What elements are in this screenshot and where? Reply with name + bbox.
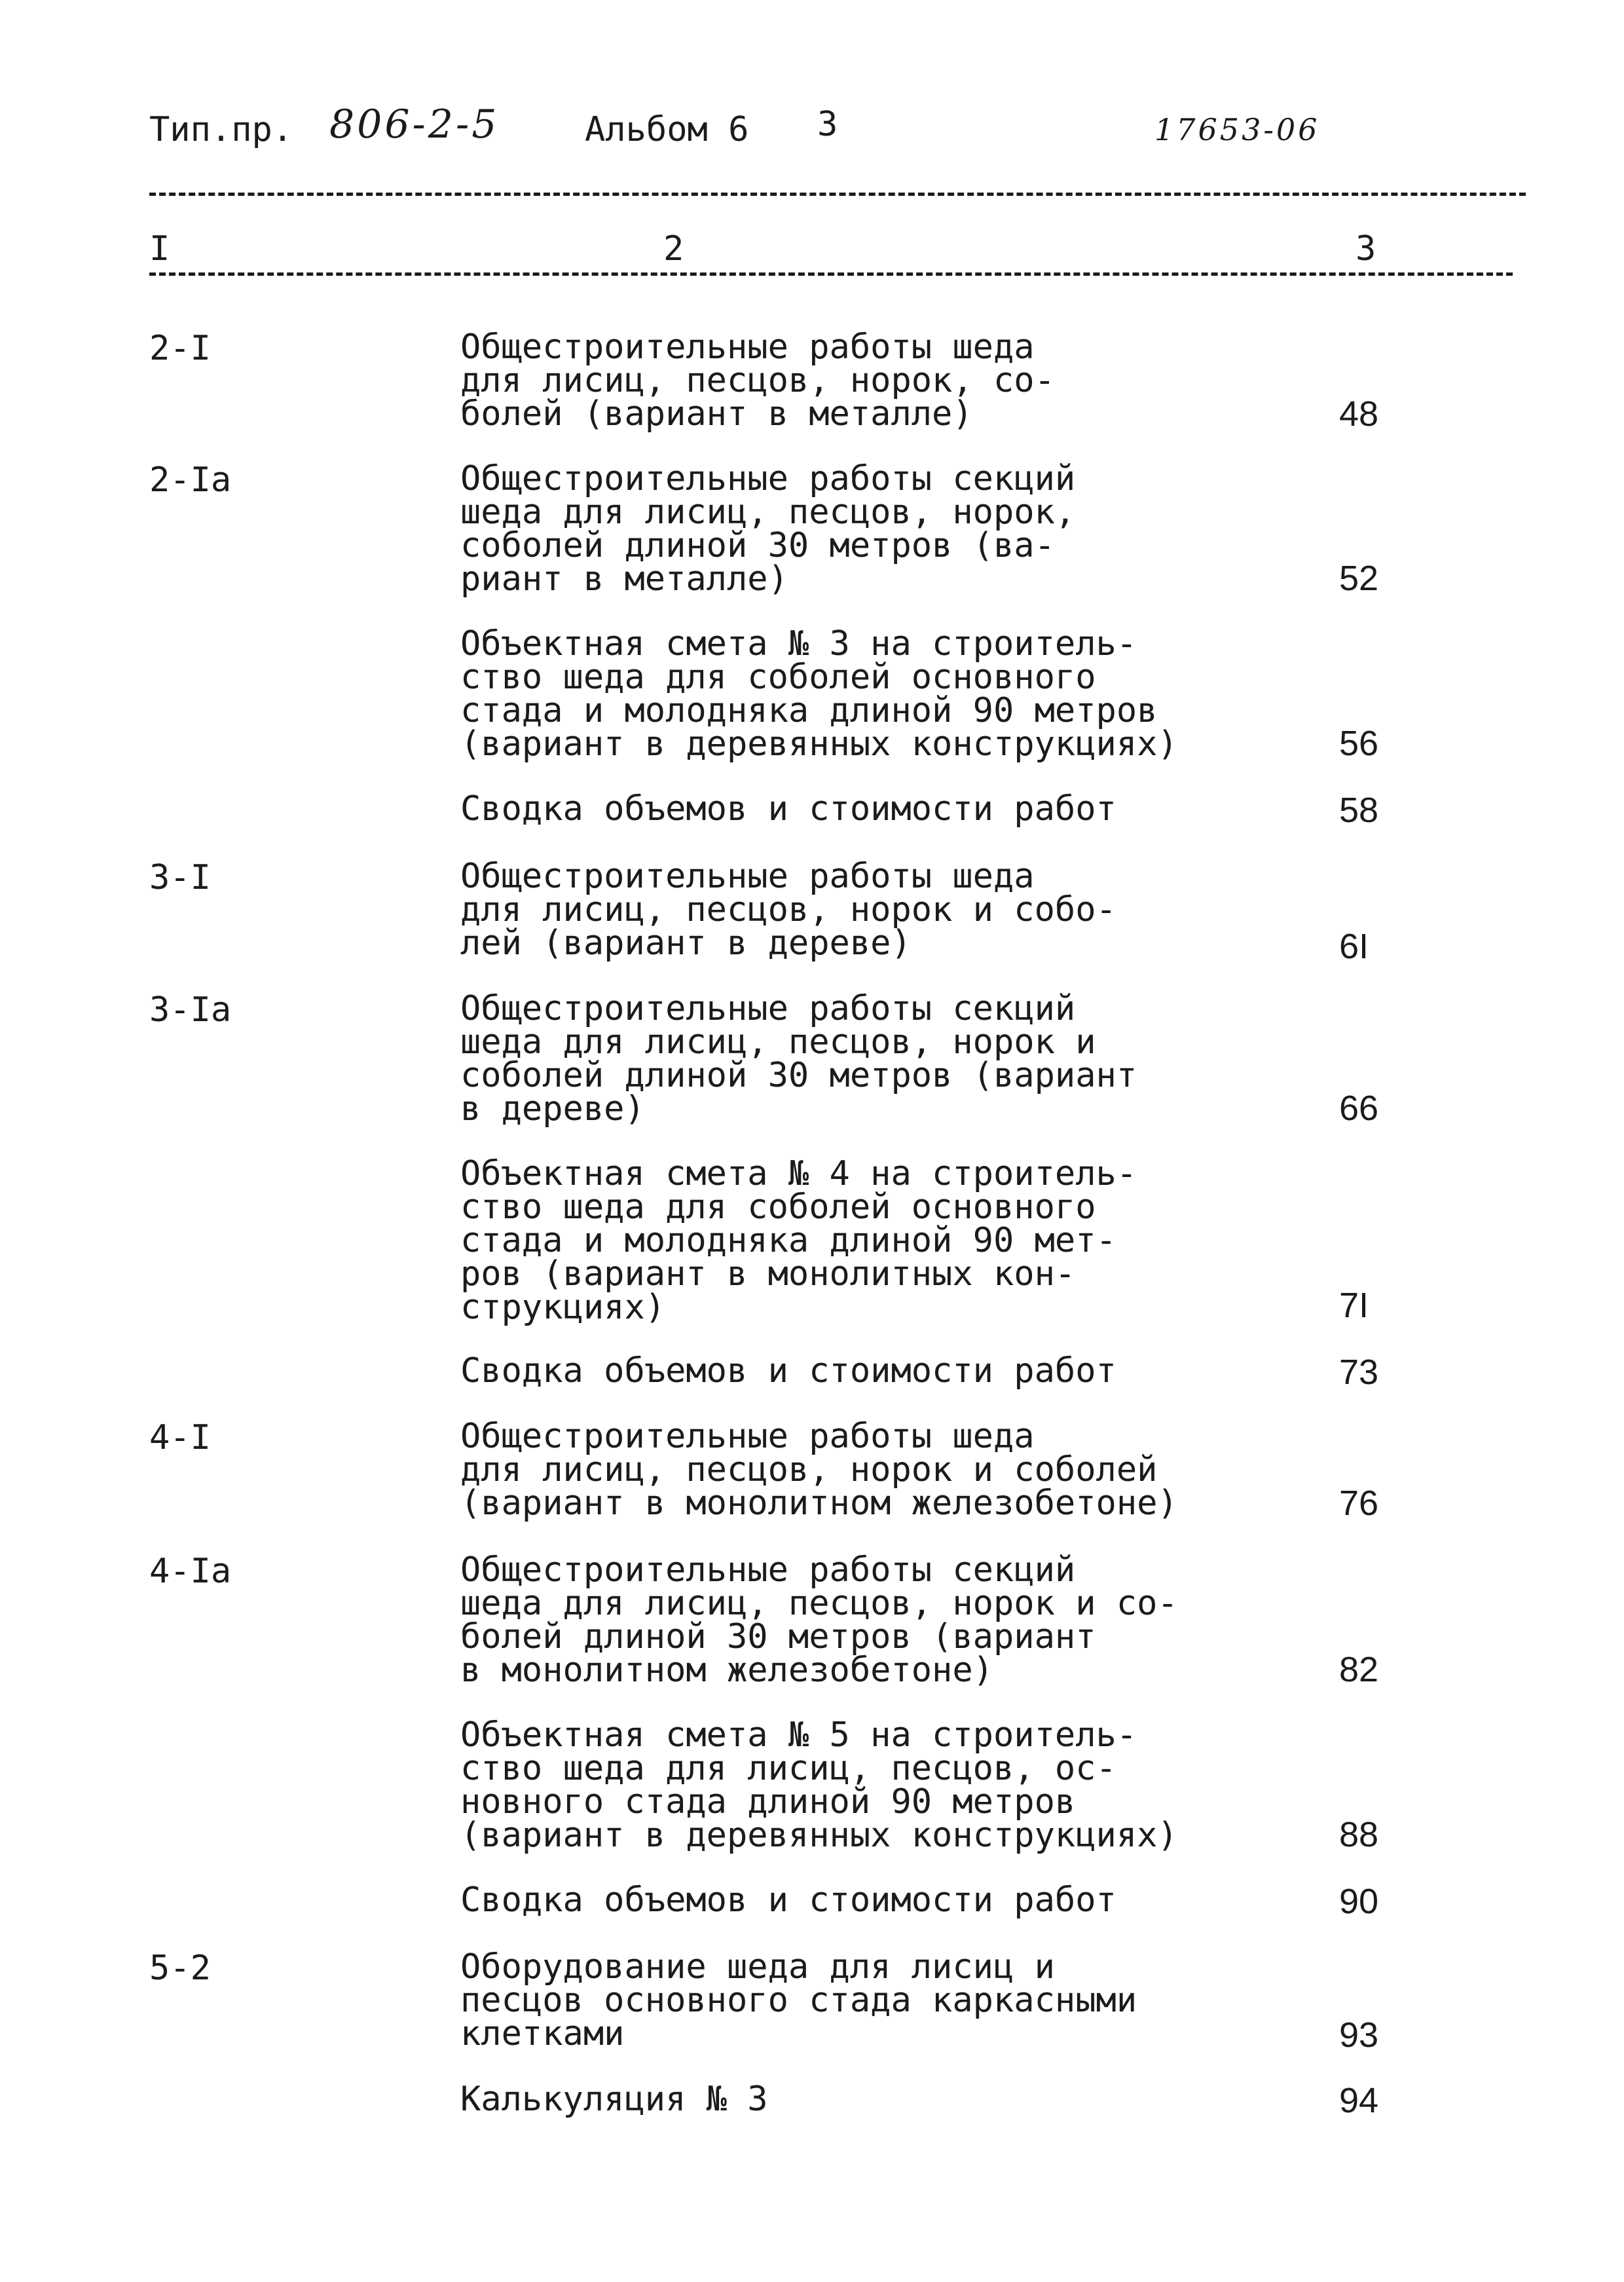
document-number: 17653-06 <box>1154 112 1320 147</box>
header-divider <box>149 193 1526 196</box>
row-code: 2-I <box>149 329 211 368</box>
row-code: 5-2 <box>149 1949 211 1988</box>
row-page: 6I <box>1339 927 1369 966</box>
row-description: Сводка объемов и стоимости работ <box>460 1351 1116 1391</box>
row-page: 82 <box>1339 1650 1379 1689</box>
row-description: Общестроительные работы секций шеда для лисиц, песцов, норок, соболей длиной 30 метров (ва- риант в металле) <box>460 459 1076 599</box>
row-description: Калькуляция № 3 <box>460 2080 768 2119</box>
album-label: Альбом 6 <box>585 110 749 149</box>
row-page: 56 <box>1339 724 1379 763</box>
row-page: 58 <box>1339 791 1379 830</box>
row-page: 52 <box>1339 559 1379 598</box>
row-code: 4-I <box>149 1418 211 1457</box>
page-number: 3 <box>817 105 838 144</box>
row-page: 88 <box>1339 1815 1379 1854</box>
row-page: 94 <box>1339 2081 1379 2120</box>
row-description: Общестроительные работы шеда для лисиц, песцов, норок и соболей (вариант в монолитном железобетоне) <box>460 1417 1178 1523</box>
row-description: Общестроительные работы шеда для лисиц, песцов, норок, со- болей (вариант в металле) <box>460 327 1055 434</box>
column-header-divider <box>149 272 1513 276</box>
row-page: 7I <box>1339 1286 1369 1325</box>
row-description: Объектная смета № 4 на строитель- ство шеда для соболей основного стада и молодняка длиной 90 мет- ров (вариант в монолитных кон- струкциях) <box>460 1154 1137 1327</box>
row-description: Сводка объемов и стоимости работ <box>460 789 1116 829</box>
row-description: Объектная смета № 3 на строитель- ство шеда для соболей основного стада и молодняка длиной 90 метров (вариант в деревянных конструкциях) <box>460 624 1178 764</box>
row-code: 3-Iа <box>149 990 232 1030</box>
row-code: 3-I <box>149 858 211 897</box>
column-header-2: 2 <box>663 229 684 269</box>
row-page: 73 <box>1339 1353 1379 1392</box>
row-description: Общестроительные работы секций шеда для лисиц, песцов, норок и со- болей длиной 30 метров (вариант в монолитном железобетоне) <box>460 1550 1178 1690</box>
row-description: Оборудование шеда для лисиц и песцов основного стада каркасными клетками <box>460 1947 1137 2053</box>
row-code: 2-Iа <box>149 460 232 500</box>
row-page: 48 <box>1339 394 1379 434</box>
column-header-3: 3 <box>1356 229 1376 269</box>
column-header-1: I <box>149 229 170 269</box>
row-description: Объектная смета № 5 на строитель- ство шеда для лисиц, песцов, ос- новного стада длиной 90 метров (вариант в деревянных конструкциях) <box>460 1715 1178 1855</box>
row-page: 93 <box>1339 2015 1379 2055</box>
row-description: Общестроительные работы шеда для лисиц, песцов, норок и собо- лей (вариант в дереве) <box>460 857 1116 963</box>
row-page: 76 <box>1339 1484 1379 1523</box>
row-code: 4-Iа <box>149 1552 232 1591</box>
row-page: 90 <box>1339 1882 1379 1921</box>
row-description: Общестроительные работы секций шеда для лисиц, песцов, норок и соболей длиной 30 метров (вариант в дереве) <box>460 989 1137 1129</box>
header-label: Тип.пр. <box>149 110 293 149</box>
row-page: 66 <box>1339 1089 1379 1128</box>
row-description: Сводка объемов и стоимости работ <box>460 1880 1116 1920</box>
project-number: 806-2-5 <box>329 102 500 147</box>
